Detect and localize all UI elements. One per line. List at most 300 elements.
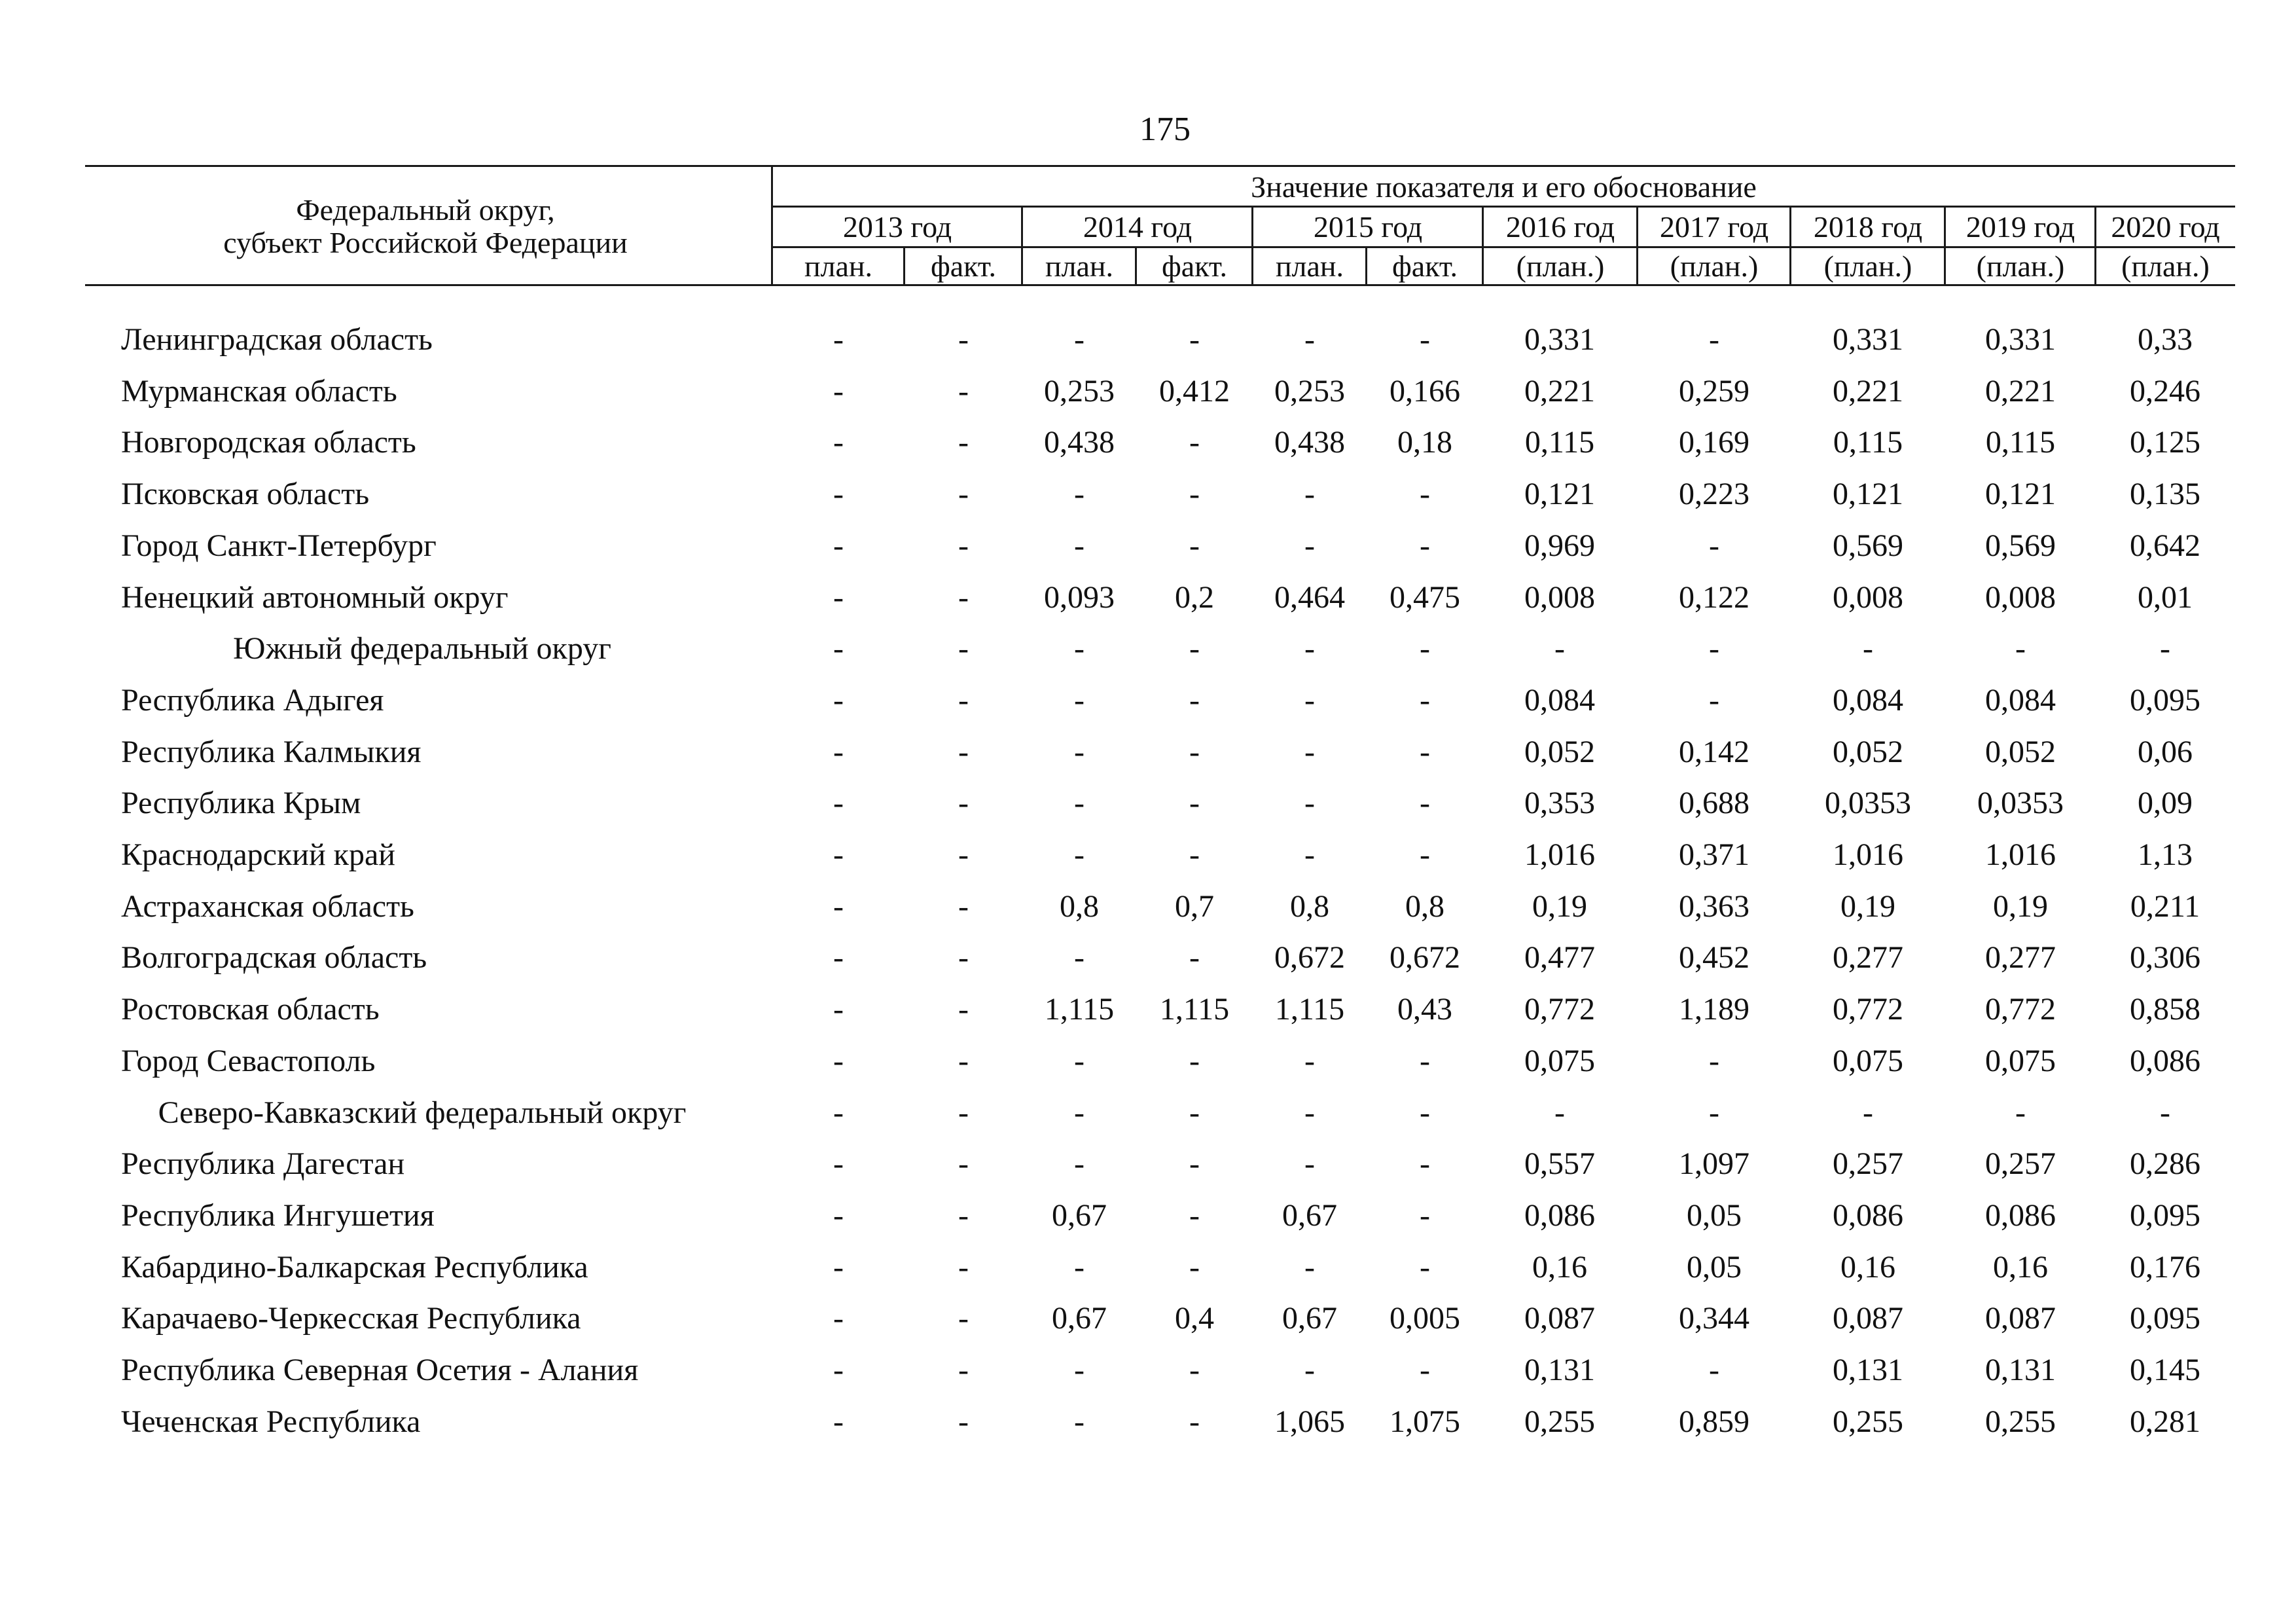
entity-header-line-2: субъект Российской Федерации [223,226,628,259]
value-cell: - [1420,631,1430,666]
region-name: Город Севастополь [121,1044,376,1078]
value-cell: - [958,735,969,769]
value-cell: 0,087 [1833,1301,1903,1336]
value-cell: - [1074,1044,1085,1078]
year-header-2017: 2017 год [1659,210,1769,244]
value-cell: 0,221 [1524,374,1595,409]
sub-header-2019-plan: (план.) [1976,249,2065,283]
value-cell: - [1863,1095,1873,1130]
table-row [0,1345,2296,1396]
value-cell: - [1709,631,1719,666]
value-cell: - [1074,940,1085,975]
value-cell: 0,005 [1390,1301,1460,1336]
value-cell: - [833,1353,844,1387]
divider-2015-fact [1365,246,1367,286]
value-cell: 0,18 [1397,425,1452,460]
divider-2014 [1021,206,1023,286]
value-cell: - [1420,1095,1430,1130]
year-header-2014: 2014 год [1083,210,1193,244]
value-cell: 0,569 [1833,528,1903,563]
value-cell: 0,176 [2130,1250,2200,1285]
value-cell: - [1189,1250,1200,1285]
divider-2020 [2094,206,2096,286]
value-cell: - [833,683,844,718]
value-cell: 0,211 [2130,889,2200,924]
value-cell: - [1074,1353,1085,1387]
region-name: Карачаево-Черкесская Республика [121,1301,581,1336]
value-cell: 0,475 [1390,580,1460,615]
value-cell: 0,086 [1524,1198,1595,1233]
value-cell: 0,221 [1833,374,1903,409]
value-cell: 0,772 [1985,992,2056,1027]
sub-header-2018-plan: (план.) [1823,249,1912,283]
year-header-2015: 2015 год [1313,210,1423,244]
region-name: Республика Ингушетия [121,1198,435,1233]
value-cell: - [1074,1404,1085,1439]
value-cell: 0,115 [1524,425,1595,460]
value-cell: 0,115 [1833,425,1903,460]
value-cell: 0,858 [2130,992,2200,1027]
value-cell: 0,075 [1985,1044,2056,1078]
value-cell: 0,353 [1524,786,1595,820]
value-cell: - [1304,1146,1315,1181]
value-cell: - [833,1095,844,1130]
table-row [0,1396,2296,1448]
value-cell: 0,075 [1833,1044,1903,1078]
group-title-rule [772,206,2235,208]
value-cell: 0,277 [1833,940,1903,975]
value-cell: 0,286 [2130,1146,2200,1181]
divider-2013-fact [903,246,905,286]
value-cell: - [1304,322,1315,357]
value-cell: - [833,580,844,615]
value-cell: 1,13 [2138,837,2193,872]
value-cell: 0,06 [2138,735,2193,769]
value-cell: - [1420,786,1430,820]
value-cell: 0,67 [1052,1198,1107,1233]
value-cell: 0,16 [1840,1250,1895,1285]
value-cell: - [1074,477,1085,511]
value-cell: - [1074,735,1085,769]
region-name: Республика Северная Осетия - Алания [121,1353,639,1387]
value-cell: 0,122 [1679,580,1749,615]
value-cell: 1,115 [1044,992,1115,1027]
value-cell: 0,452 [1679,940,1749,975]
value-cell: - [958,477,969,511]
entity-column-header [85,169,766,284]
value-cell: 0,7 [1175,889,1214,924]
value-cell: 0,145 [2130,1353,2200,1387]
value-cell: - [1074,683,1085,718]
value-cell: - [1420,477,1430,511]
value-cell: 0,121 [1524,477,1595,511]
region-name: Кабардино-Балкарская Республика [121,1250,588,1285]
divider-entity [771,165,773,286]
value-cell: 0,19 [1993,889,2048,924]
value-cell: - [1074,1095,1085,1130]
value-cell: - [833,992,844,1027]
value-cell: 0,093 [1044,580,1115,615]
value-cell: 0,772 [1833,992,1903,1027]
value-cell: 0,672 [1274,940,1345,975]
value-cell: 1,016 [1524,837,1595,872]
value-cell: 0,223 [1679,477,1749,511]
sub-header-2015-fact: факт. [1391,249,1458,283]
value-cell: - [1189,477,1200,511]
value-cell: 0,8 [1060,889,1099,924]
value-cell: 0,131 [1524,1353,1595,1387]
region-name: Новгородская область [121,425,416,460]
value-cell: 0,221 [1985,374,2056,409]
value-cell: - [1189,631,1200,666]
value-cell: 0,281 [2130,1404,2200,1439]
sub-header-2016-plan: (план.) [1516,249,1605,283]
value-cell: - [1709,1044,1719,1078]
value-cell: - [1304,1353,1315,1387]
table-row [0,932,2296,983]
value-cell: - [1420,1250,1430,1285]
value-cell: - [833,631,844,666]
value-cell: 0,16 [1993,1250,2048,1285]
table-row [0,572,2296,623]
region-name: Астраханская область [121,889,414,924]
value-cell: 1,016 [1833,837,1903,872]
value-cell: 0,05 [1687,1250,1742,1285]
value-cell: - [833,1044,844,1078]
divider-2017 [1636,206,1638,286]
value-cell: - [958,322,969,357]
value-cell: 0,477 [1524,940,1595,975]
region-name: Республика Дагестан [121,1146,405,1181]
value-cell: 1,189 [1679,992,1749,1027]
value-cell: - [1420,528,1430,563]
table-row [0,417,2296,468]
table-row [0,1139,2296,1190]
value-cell: 0,557 [1524,1146,1595,1181]
value-cell: 0,19 [1840,889,1895,924]
value-cell: 0,052 [1524,735,1595,769]
value-cell: 0,344 [1679,1301,1749,1336]
value-cell: 0,67 [1282,1301,1337,1336]
value-cell: 0,4 [1175,1301,1214,1336]
value-cell: - [958,580,969,615]
value-cell: - [833,1198,844,1233]
value-cell: - [958,1095,969,1130]
value-cell: 0,464 [1274,580,1345,615]
value-cell: 0,008 [1833,580,1903,615]
value-cell: - [833,477,844,511]
value-cell: 0,084 [1524,683,1595,718]
value-cell: - [958,1250,969,1285]
value-cell: 0,095 [2130,1301,2200,1336]
value-cell: 0,166 [1390,374,1460,409]
value-cell: 0,0353 [1825,786,1911,820]
value-cell: - [1074,786,1085,820]
value-cell: - [1074,837,1085,872]
value-cell: - [1304,631,1315,666]
value-cell: 0,969 [1524,528,1595,563]
value-cell: 0,131 [1985,1353,2056,1387]
value-cell: - [833,786,844,820]
value-cell: 0,086 [1833,1198,1903,1233]
value-cell: - [958,1404,969,1439]
value-cell: - [1304,1095,1315,1130]
value-cell: - [958,425,969,460]
value-cell: 0,255 [1985,1404,2056,1439]
value-cell: 0,142 [1679,735,1749,769]
value-cell: - [833,735,844,769]
region-name: Волгоградская область [121,940,427,975]
value-cell: - [1074,1146,1085,1181]
table-row [0,727,2296,778]
value-cell: 0,257 [1833,1146,1903,1181]
value-cell: - [1709,528,1719,563]
value-cell: - [1189,837,1200,872]
value-cell: - [1189,1404,1200,1439]
value-cell: - [833,374,844,409]
value-cell: 0,052 [1833,735,1903,769]
value-cell: 0,67 [1052,1301,1107,1336]
value-cell: - [2160,1095,2170,1130]
table-row [0,830,2296,881]
value-cell: - [1554,1095,1565,1130]
value-cell: 0,075 [1524,1044,1595,1078]
year-header-2018: 2018 год [1813,210,1923,244]
value-cell: - [958,1198,969,1233]
value-cell: - [2160,631,2170,666]
value-cell: - [1420,1146,1430,1181]
value-cell: 0,642 [2130,528,2200,563]
value-cell: 0,306 [2130,940,2200,975]
value-cell: - [958,1353,969,1387]
table-row [0,1087,2296,1139]
value-cell: - [1420,1353,1430,1387]
page-number: 175 [1139,111,1191,148]
value-cell: - [1420,1044,1430,1078]
value-cell: - [1189,528,1200,563]
header-bottom-rule [85,284,2235,286]
table-row [0,881,2296,932]
divider-2018 [1789,206,1791,286]
divider-2015 [1251,206,1253,286]
value-cell: - [2015,1095,2026,1130]
region-name: Ростовская область [121,992,380,1027]
region-name: Город Санкт-Петербург [121,528,437,563]
value-cell: - [958,889,969,924]
value-cell: - [833,837,844,872]
value-cell: 0,569 [1985,528,2056,563]
value-cell: - [833,1404,844,1439]
value-cell: - [1189,683,1200,718]
value-cell: 0,8 [1290,889,1329,924]
value-cell: 0,09 [2138,786,2193,820]
value-cell: 0,01 [2138,580,2193,615]
value-cell: - [1189,1146,1200,1181]
value-cell: - [1189,786,1200,820]
value-cell: 1,115 [1159,992,1230,1027]
entity-header-line-1: Федеральный округ, [296,193,555,227]
value-cell: - [833,940,844,975]
value-cell: - [1304,786,1315,820]
value-cell: - [1304,477,1315,511]
value-cell: - [1709,683,1719,718]
table-row [0,520,2296,572]
value-cell: - [833,1250,844,1285]
value-cell: - [1304,735,1315,769]
table-row [0,623,2296,674]
value-cell: - [1189,322,1200,357]
value-cell: 0,67 [1282,1198,1337,1233]
value-cell: - [1189,1353,1200,1387]
value-cell: 0,135 [2130,477,2200,511]
value-cell: 0,086 [1985,1198,2056,1233]
value-cell: 0,121 [1985,477,2056,511]
value-cell: - [1189,1044,1200,1078]
district-name: Северо-Кавказский федеральный округ [158,1095,687,1130]
value-cell: - [1189,1198,1200,1233]
divider-2014-fact [1135,246,1137,286]
value-cell: - [1863,631,1873,666]
value-cell: - [1709,1095,1719,1130]
value-cell: 0,121 [1833,477,1903,511]
region-name: Республика Адыгея [121,683,384,718]
value-cell: 0,16 [1532,1250,1587,1285]
value-cell: 0,253 [1274,374,1345,409]
region-name: Краснодарский край [121,837,395,872]
value-cell: 0,008 [1524,580,1595,615]
value-cell: 0,0353 [1977,786,2064,820]
value-cell: 0,8 [1405,889,1444,924]
value-cell: - [1304,528,1315,563]
value-cell: 0,331 [1985,322,2056,357]
value-cell: - [1709,322,1719,357]
value-cell: 0,05 [1687,1198,1742,1233]
table-row [0,314,2296,365]
value-cell: - [1074,1250,1085,1285]
sub-header-2013-fact: факт. [930,249,997,283]
value-cell: - [1709,1353,1719,1387]
value-cell: 0,259 [1679,374,1749,409]
value-cell: 0,277 [1985,940,2056,975]
value-cell: 1,016 [1985,837,2056,872]
value-cell: - [1074,631,1085,666]
value-cell: - [833,1146,844,1181]
year-header-2016: 2016 год [1505,210,1615,244]
value-cell: 0,363 [1679,889,1749,924]
table-row [0,675,2296,726]
value-cell: - [958,992,969,1027]
value-cell: 1,115 [1274,992,1345,1027]
region-name: Мурманская область [121,374,397,409]
sub-header-2014-fact: факт. [1161,249,1228,283]
value-cell: - [1420,837,1430,872]
value-cell: - [958,374,969,409]
value-cell: 0,859 [1679,1404,1749,1439]
year-header-2013: 2013 год [842,210,952,244]
value-cell: 0,438 [1274,425,1345,460]
value-cell: - [1420,735,1430,769]
value-cell: - [1304,1250,1315,1285]
table-row [0,1190,2296,1241]
value-cell: - [1554,631,1565,666]
value-cell: - [958,940,969,975]
value-cell: 0,331 [1524,322,1595,357]
value-cell: - [833,528,844,563]
value-cell: - [833,322,844,357]
value-cell: 0,095 [2130,683,2200,718]
table-row [0,1036,2296,1087]
value-cell: - [1189,425,1200,460]
sub-header-2013-plan: план. [804,249,873,283]
value-cell: - [958,631,969,666]
value-cell: 0,008 [1985,580,2056,615]
value-cell: 0,084 [1985,683,2056,718]
value-cell: - [958,837,969,872]
divider-2019 [1944,206,1946,286]
value-cell: 0,33 [2138,322,2193,357]
value-cell: 1,065 [1274,1404,1345,1439]
value-cell: - [833,425,844,460]
value-cell: - [1304,1044,1315,1078]
value-cell: 0,095 [2130,1198,2200,1233]
value-cell: 0,371 [1679,837,1749,872]
value-cell: 0,115 [1985,425,2056,460]
value-cell: - [1420,1198,1430,1233]
region-name: Республика Калмыкия [121,735,422,769]
value-cell: 0,255 [1524,1404,1595,1439]
value-cell: - [958,786,969,820]
sub-header-2014-plan: план. [1045,249,1114,283]
region-name: Чеченская Республика [121,1404,421,1439]
table-row [0,1293,2296,1344]
group-title-header: Значение показателя и его обоснование [1251,170,1757,204]
value-cell: - [1189,735,1200,769]
value-cell: 0,19 [1532,889,1587,924]
value-cell: - [1189,1095,1200,1130]
value-cell: - [1304,837,1315,872]
value-cell: 0,253 [1044,374,1115,409]
table-row [0,469,2296,520]
value-cell: - [958,1301,969,1336]
value-cell: 0,131 [1833,1353,1903,1387]
value-cell: 1,075 [1390,1404,1460,1439]
value-cell: 0,087 [1985,1301,2056,1336]
region-name: Ненецкий автономный округ [121,580,509,615]
value-cell: - [1420,322,1430,357]
value-cell: 0,125 [2130,425,2200,460]
table-row [0,778,2296,829]
sub-header-2020-plan: (план.) [2121,249,2210,283]
value-cell: - [1420,683,1430,718]
value-cell: 0,052 [1985,735,2056,769]
value-cell: - [2015,631,2026,666]
value-cell: - [1304,683,1315,718]
value-cell: 1,097 [1679,1146,1749,1181]
year-header-2019: 2019 год [1965,210,2075,244]
value-cell: 0,43 [1397,992,1452,1027]
value-cell: 0,438 [1044,425,1115,460]
value-cell: - [958,1146,969,1181]
value-cell: - [958,528,969,563]
region-name: Республика Крым [121,786,361,820]
value-cell: 0,255 [1833,1404,1903,1439]
value-cell: - [958,683,969,718]
region-name: Псковская область [121,477,370,511]
divider-2016 [1482,206,1484,286]
value-cell: 0,086 [2130,1044,2200,1078]
value-cell: 0,772 [1524,992,1595,1027]
value-cell: 0,246 [2130,374,2200,409]
